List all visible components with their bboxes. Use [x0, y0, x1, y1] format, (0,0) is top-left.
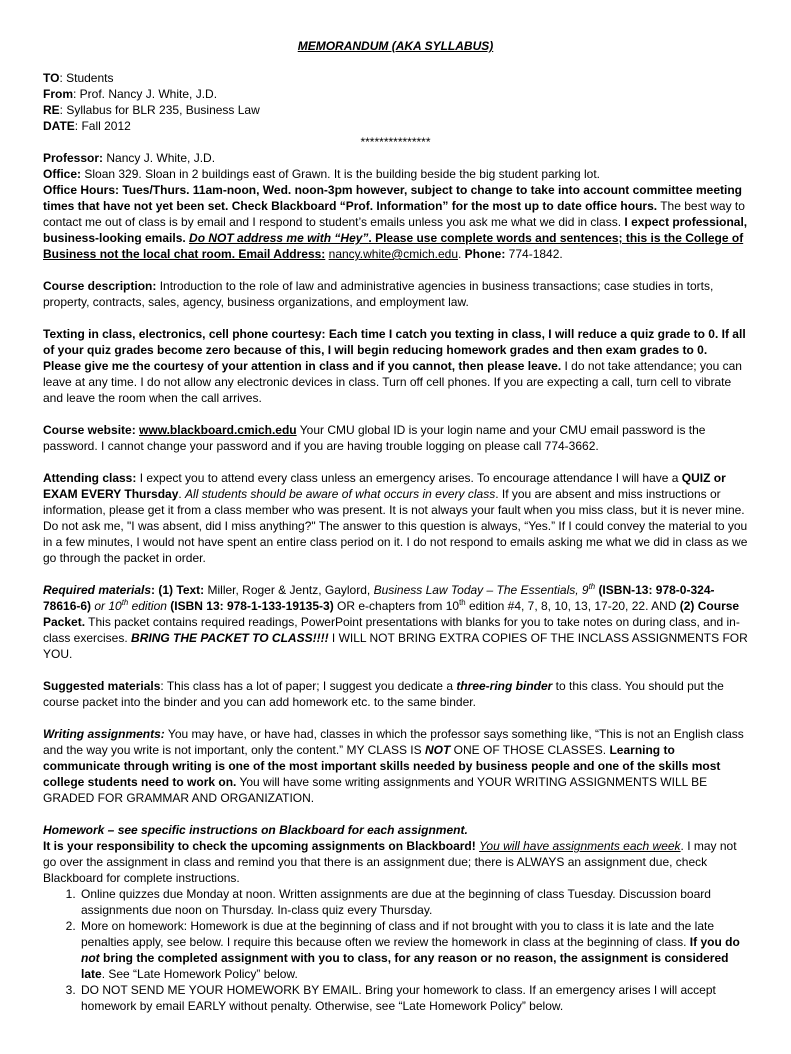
office-hours-paragraph [43, 182, 748, 262]
text-run: : (1) Text: [151, 583, 205, 597]
text-run: Suggested materials [43, 679, 161, 693]
text-run: More on homework: Homework is due at the beginning of class and if not brought with you to class it is late and the late penalties apply, see below. I require this because often we review the homework in class at the beginning of class. [81, 919, 715, 949]
text-run: Course website: [43, 423, 140, 437]
text-run: ONE OF THOSE CLASSES. [450, 743, 610, 757]
professor-line [43, 150, 748, 166]
text-run: All students should be aware of what occurs in every class [185, 487, 496, 501]
course-website-link[interactable]: www.blackboard.cmich.edu [139, 423, 297, 437]
memo-re-line [43, 102, 748, 118]
text-run: Course description: [43, 279, 157, 293]
text-run: th [588, 582, 596, 591]
text-run: Business Law Today – The Essentials, 9 [373, 583, 589, 597]
text-run: NOT [424, 743, 451, 757]
text-run: MEMORANDUM (AKA SYLLABUS) [297, 39, 494, 53]
text-run: DO NOT SEND ME YOUR HOMEWORK BY EMAIL. Bring your homework to class. If an emergency arises I will accept homework by email EARLY without penalty. Otherwise, see “Late Homework Policy” below. [81, 983, 716, 1013]
text-run: Professor: [43, 151, 104, 165]
course-website-paragraph [43, 422, 748, 454]
text-run: I WILL NOT BRING EXTRA COPIES OF THE INCLASS ASSIGNMENTS FOR YOU. [43, 631, 748, 661]
text-run: . Please use complete words and sentences; this is the College of Business not the local chat room. Email Address: [43, 231, 744, 261]
text-run: Miller, Roger & Jentz, Gaylord, [204, 583, 374, 597]
text-run: This packet contains required readings, PowerPoint presentations with blanks for you to take notes on during class, and in-class exercises. [43, 615, 740, 645]
text-run: th [121, 598, 129, 607]
text-run: . I may not go over the assignment in class and remind you that there is an assignment due; there is ALWAYS an assignment due, check Blackboard for complete instructions. [43, 839, 737, 885]
homework-intro-paragraph [43, 838, 748, 886]
text-run: : Students [59, 71, 114, 85]
text-run: . [458, 247, 465, 261]
homework-list [43, 886, 748, 1014]
memo-to-line [43, 70, 748, 86]
text-run: From [43, 87, 73, 101]
text-run: Introduction to the role of law and administrative agencies in business transactions; case studies in torts, property, contracts, sales, agency, business organizations, and employment law. [43, 279, 714, 309]
text-run: . If you are absent and miss instructions or information, please get it from a class member who was present. It is not always your fault when you miss class, but it is never mine. Do not ask me, "I was absent, did I miss anything?" The answer to this question is always, “Yes.” If I could convey the material to you in a few minutes, I would not have spent an entire class period on it. I do not respond to emails asking me what we did in class as we go through the packet in order. [43, 487, 748, 565]
text-run: Sloan 329. Sloan in 2 buildings east of Grawn. It is the building beside the big student parking lot. [81, 167, 601, 181]
homework-list-item-3 [79, 982, 748, 1014]
text-run: 774-1842. [505, 247, 563, 261]
text-run: Your CMU global ID is your login name and your CMU email password is the password. I cannot change your password and if you are having trouble logging on please call 774-3662. [43, 423, 706, 453]
text-run: Required materials [43, 583, 152, 597]
memo-header-and-contact [43, 70, 748, 262]
text-run: Phone: [464, 247, 506, 261]
text-run: Homework – see specific instructions on Blackboard for each assignment. [43, 823, 468, 837]
text-run: I expect you to attend every class unless an emergency arises. To encourage attendance I will have a [136, 471, 682, 485]
text-run: : This class has a lot of paper; I suggest you dedicate a [160, 679, 457, 693]
text-run: edition [128, 599, 171, 613]
text-run: Office Hours: Tues/Thurs. 11am-noon, Wed. noon-3pm however, subject to change to take into account committee meeting times that have not yet been set. Check Blackboard “Prof. Information” for the most up to date office hours. [43, 183, 742, 213]
text-run: edition #4, 7, 8, 10, 13, 17-20, 22. AND [465, 599, 680, 613]
text-run: You will have some writing assignments and YOUR WRITING ASSIGNMENTS WILL BE GRADED FOR GRAMMAR AND ORGANIZATION. [43, 775, 708, 805]
text-run: Attending class: [43, 471, 137, 485]
text-run: three-ring binder [456, 679, 553, 693]
text-run: DATE [43, 119, 75, 133]
text-run: or 10 [91, 599, 122, 613]
text-run: I expect professional, business-looking emails. [43, 215, 748, 245]
document-title [43, 38, 748, 54]
asterisk-separator: *************** [360, 135, 431, 149]
text-run: : Fall 2012 [74, 119, 131, 133]
text-run: : Prof. Nancy J. White, J.D. [73, 87, 218, 101]
text-run: If you do [689, 935, 740, 949]
homework-section [43, 822, 748, 1014]
text-run: to this class. You should put the course packet into the binder and you can add homework etc. to the same binder. [43, 679, 724, 709]
text-run: RE [43, 103, 60, 117]
office-line [43, 166, 748, 182]
text-run: Do NOT address me with “Hey” [189, 231, 369, 245]
text-run: Online quizzes due Monday at noon. Written assignments are due at the beginning of class Tuesday. Discussion board assignments due noon on Thursday. In-class quiz every Thursday. [81, 887, 711, 917]
text-run: The best way to contact me out of class is by email and I respond to student’s emails unless you ask me what we did in class. [43, 199, 745, 229]
text-run: You may have, or have had, classes in which the professor says something like, “This is not an English class and the way you write is not important, only the content.” MY CLASS IS [43, 727, 744, 757]
text-run: Learning to communicate through writing is one of the most important skills needed by business people and one of the skills most college students need to work on. [43, 743, 721, 789]
text-run: . See “Late Homework Policy” below. [101, 967, 298, 981]
text-run: It is your responsibility to check the upcoming assignments on Blackboard! [43, 839, 476, 853]
email-link[interactable]: nancy.white@cmich.edu [328, 247, 458, 261]
suggested-materials-paragraph [43, 678, 748, 710]
required-materials-paragraph [43, 582, 748, 662]
memo-from-line [43, 86, 748, 102]
text-run: not [81, 951, 100, 965]
text-run: Texting in class, electronics, cell phone courtesy: Each time I catch you texting in class, I will reduce a quiz grade to 0. If all of your quiz grades become zero because of this, I will begin reducing homework grades and then exam grades to 0. Please give me the courtesy of your attention in class and if you cannot, then please leave. [43, 327, 746, 373]
text-run: th [459, 598, 466, 607]
text-run: QUIZ or EXAM EVERY Thursday [43, 471, 726, 501]
text-run: OR e-chapters from 10 [333, 599, 460, 613]
homework-list-item-2 [79, 918, 748, 982]
text-run: Writing assignments: [43, 727, 165, 741]
text-run: (ISBN 13: 978-1-133-19135-3) [170, 599, 334, 613]
text-run: bring the completed assignment with you to class, for any reason or no reason, the assignment is considered late [81, 951, 729, 981]
text-run: Nancy J. White, J.D. [103, 151, 216, 165]
texting-policy-paragraph [43, 326, 748, 406]
text-run: I do not take attendance; you can leave at any time. I do not allow any electronic devices in class. Turn off cell phones. If you are expecting a call, turn cell to vibrate and leave the room when the call arrives. [43, 359, 742, 405]
writing-assignments-paragraph [43, 726, 748, 806]
text-run: (2) Course Packet. [43, 599, 740, 629]
text-run: Office: [43, 167, 82, 181]
memo-date-line [43, 118, 748, 134]
text-run: : Syllabus for BLR 235, Business Law [59, 103, 260, 117]
homework-list-item-1 [79, 886, 748, 918]
attending-class-paragraph [43, 470, 748, 566]
text-run: (ISBN-13: 978-0-324-78616-6) [43, 583, 715, 613]
homework-heading [43, 822, 748, 838]
text-run: . [178, 487, 186, 501]
course-description-paragraph [43, 278, 748, 310]
text-run: BRING THE PACKET TO CLASS!!!! [131, 631, 329, 645]
text-run: TO [43, 71, 60, 85]
text-run: You will have assignments each week [479, 839, 681, 853]
